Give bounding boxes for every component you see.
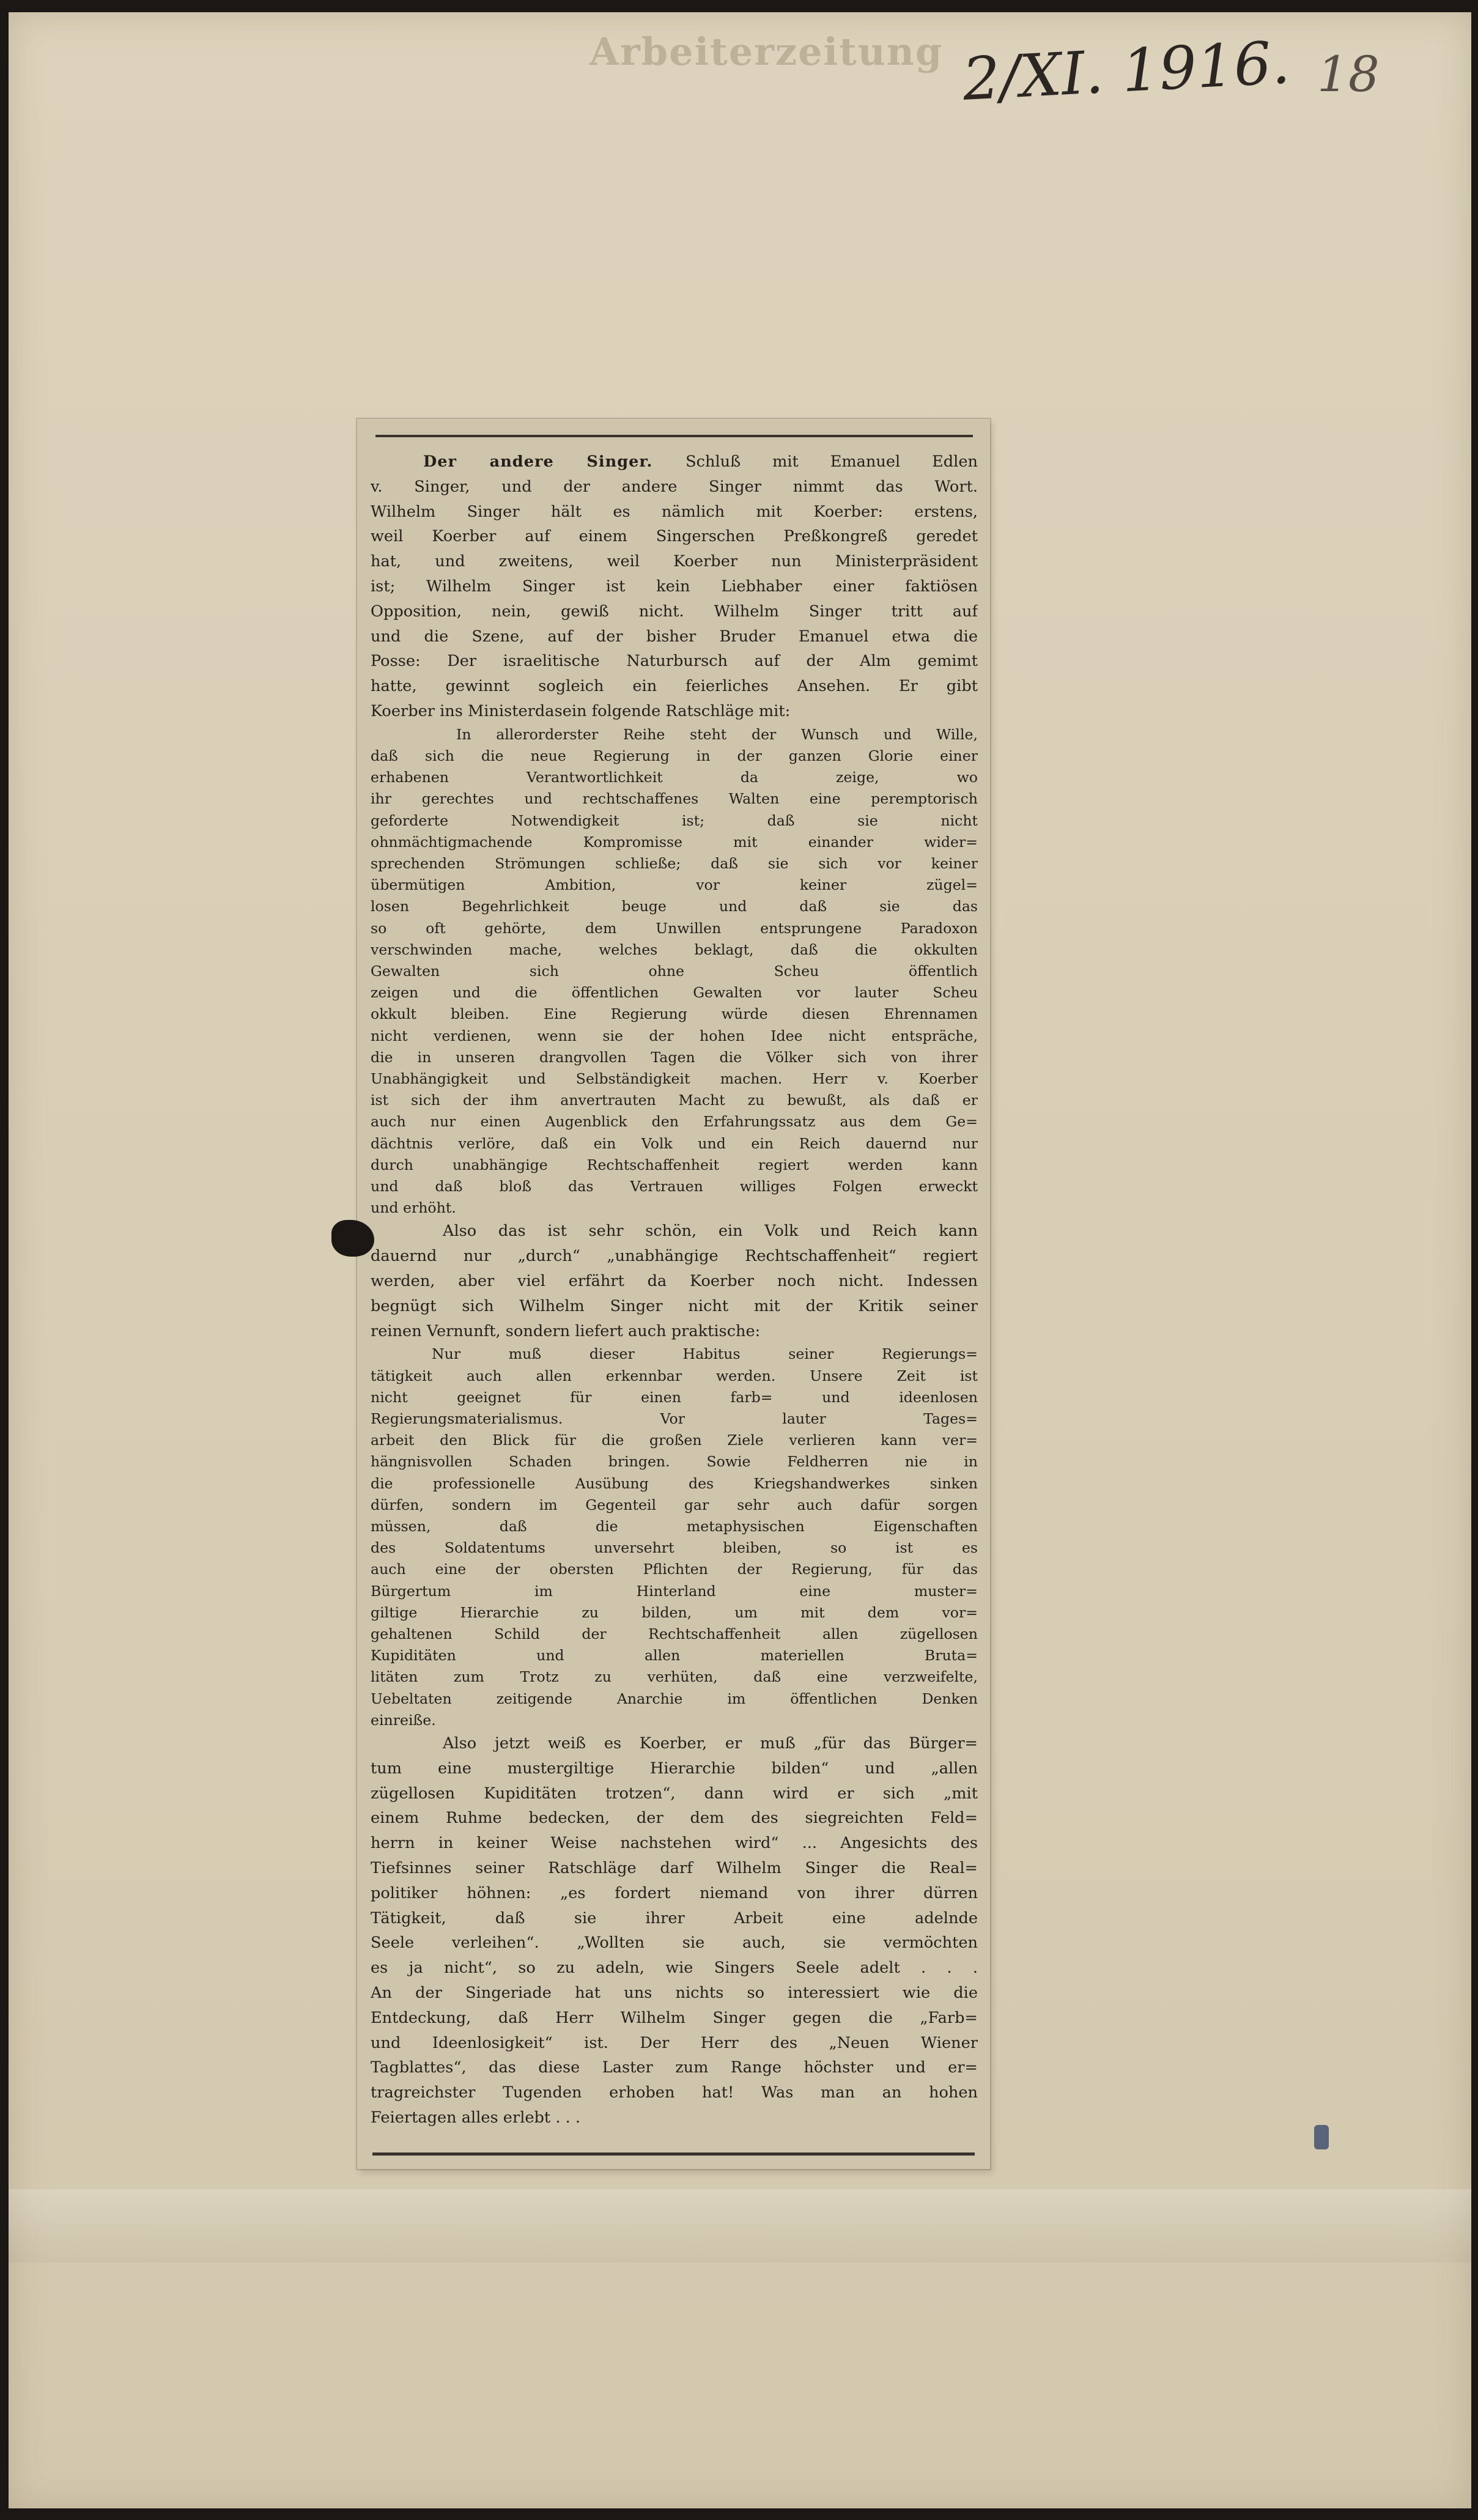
article-line: Also das ist sehr schön, ein Volk und Reich kann — [443, 1222, 978, 1241]
article-line: zügellosen Kupiditäten trotzen“, dann wird er sich „mit — [371, 1784, 978, 1803]
article-line — [371, 449, 978, 475]
article-line: Posse: Der israelitische Naturbursch auf der Alm gemimt — [371, 652, 978, 671]
article-line: v. Singer, und der andere Singer nimmt das Wort. — [371, 477, 978, 496]
paper-fold — [9, 2189, 1471, 2263]
article-line: herrn in keiner Weise nachstehen wird“ ... Angesichts des — [371, 1834, 978, 1853]
article-line: so oft gehörte, dem Unwillen entsprungene Paradoxon — [371, 919, 978, 937]
article-line: Tiefsinnes seiner Ratschläge darf Wilhelm Singer die Real= — [371, 1859, 978, 1878]
article-line: hängnisvollen Schaden bringen. Sowie Feldherren nie in — [371, 1453, 978, 1471]
article-line: giltige Hierarchie zu bilden, um mit dem vor= — [371, 1603, 978, 1621]
article-line: dächtnis verlöre, daß ein Volk und ein Reich dauernd nur — [371, 1134, 978, 1152]
article-line: losen Begehrlichkeit beuge und daß sie das — [371, 898, 978, 915]
article-line: Uebeltaten zeitigende Anarchie im öffentlichen Denken — [371, 1690, 978, 1707]
article-line: nicht verdienen, wenn sie der hohen Idee nicht entspräche, — [371, 1027, 978, 1044]
handwritten-date: 2/XI. 1916. — [961, 28, 1292, 114]
article-line: und erhöht. — [371, 1199, 456, 1217]
article-line: hatte, gewinnt sogleich ein feierliches Ansehen. Er gibt — [371, 677, 978, 696]
article-line: In allerorderster Reihe steht der Wunsch und Wille, — [456, 725, 978, 743]
article-line: und die Szene, auf der bisher Bruder Emanuel etwa die — [371, 627, 978, 646]
article-line: Opposition, nein, gewiß nicht. Wilhelm Singer tritt auf — [371, 602, 978, 621]
article-line: daß sich die neue Regierung in der ganzen Glorie einer — [371, 747, 978, 764]
article-line: ist sich der ihm anvertrauten Macht zu bewußt, als daß er — [371, 1092, 978, 1109]
article-line: zeigen und die öffentlichen Gewalten vor lauter Scheu — [371, 984, 978, 1002]
article-line: politiker höhnen: „es fordert niemand von ihrer dürren — [371, 1883, 978, 1902]
article-line: auch eine der obersten Pflichten der Regierung, für das — [371, 1561, 978, 1578]
article-line: ohnmächtigmachende Kompromisse mit einander wider= — [371, 833, 978, 851]
article-line: Bürgertum im Hinterland eine muster= — [371, 1582, 978, 1600]
article-line: die in unseren drangvollen Tagen die Völker sich von ihrer — [371, 1048, 978, 1066]
article-body — [371, 449, 978, 2130]
article-line: reinen Vernunft, sondern liefert auch praktische: — [371, 1321, 761, 1340]
article-line: einreiße. — [371, 1711, 436, 1729]
article-line: müssen, daß die metaphysischen Eigenschaften — [371, 1518, 978, 1535]
ink-blot — [331, 1220, 374, 1257]
article-line: Gewalten sich ohne Scheu öffentlich — [371, 963, 978, 980]
article-line: Koerber ins Ministerdasein folgende Ratschläge mit: — [371, 701, 791, 720]
article-line: durch unabhängige Rechtschaffenheit regiert werden kann — [371, 1156, 978, 1173]
article-line: begnügt sich Wilhelm Singer nicht mit der Kritik seiner — [371, 1296, 978, 1315]
top-rule — [375, 435, 973, 437]
article-line: ihr gerechtes und rechtschaffenes Walten eine peremptorisch — [371, 790, 978, 808]
article-line: Feiertagen alles erlebt . . . — [371, 2108, 581, 2127]
article-line: Entdeckung, daß Herr Wilhelm Singer gegen die „Farb= — [371, 2008, 978, 2027]
article-line: ist; Wilhelm Singer ist kein Liebhaber einer faktiösen — [371, 577, 978, 596]
article-line: Wilhelm Singer hält es nämlich mit Koerber: erstens, — [371, 502, 978, 521]
article-line: Unabhängigkeit und Selbständigkeit machen. Herr v. Koerber — [371, 1070, 978, 1088]
article-line: tum eine mustergiltige Hierarchie bilden“ und „allen — [371, 1759, 978, 1778]
article-line: arbeit den Blick für die großen Ziele verlieren kann ver= — [371, 1432, 978, 1449]
article-line: Seele verleihen“. „Wollten sie auch, sie vermöchten — [371, 1934, 978, 1953]
article-line-text: Schluß mit Emanuel Edlen — [685, 453, 978, 471]
article-line: tragreichster Tugenden erhoben hat! Was man an hohen — [371, 2083, 978, 2102]
bottom-rule — [372, 2152, 975, 2156]
article-line: dürfen, sondern im Gegenteil gar sehr auch dafür sorgen — [371, 1496, 978, 1513]
article-line: und Ideenlosigkeit“ ist. Der Herr des „Neuen Wiener — [371, 2033, 978, 2052]
article-line: Tagblattes“, das diese Laster zum Range höchster und er= — [371, 2058, 978, 2077]
article-line: es ja nicht“, so zu adeln, wie Singers Seele adelt . . . — [371, 1959, 978, 1978]
article-line: litäten zum Trotz zu verhüten, daß eine verzweifelte, — [371, 1668, 978, 1686]
article-line: die professionelle Ausübung des Kriegshandwerkes sinken — [371, 1474, 978, 1492]
article-line: Nur muß dieser Habitus seiner Regierungs= — [432, 1345, 978, 1363]
article-line: Kupiditäten und allen materiellen Bruta= — [371, 1647, 978, 1665]
article-line: gehaltenen Schild der Rechtschaffenheit allen zügellosen — [371, 1625, 978, 1643]
article-line: weil Koerber auf einem Singerschen Preßkongreß geredet — [371, 527, 978, 546]
article-line: auch nur einen Augenblick den Erfahrungssatz aus dem Ge= — [371, 1113, 978, 1131]
article-line: sprechenden Strömungen schließe; daß sie sich vor keiner — [371, 854, 978, 872]
article-line: Tätigkeit, daß sie ihrer Arbeit eine adelnde — [371, 1908, 978, 1927]
newspaper-stamp: Arbeiterzeitung — [589, 29, 944, 74]
article-line: An der Singeriade hat uns nichts so interessiert wie die — [371, 1984, 978, 2003]
newspaper-clipping — [357, 419, 990, 2169]
article-line: verschwinden mache, welches beklagt, daß die okkulten — [371, 940, 978, 958]
article-line: erhabenen Verantwortlichkeit da zeige, wo — [371, 769, 978, 786]
headline: Der andere Singer. — [423, 453, 686, 471]
article-line: nicht geeignet für einen farb= und ideenlosen — [371, 1388, 978, 1406]
article-line: tätigkeit auch allen erkennbar werden. Unsere Zeit ist — [371, 1367, 978, 1384]
article-line: und daß bloß das Vertrauen williges Folgen erweckt — [371, 1178, 978, 1195]
article-line: hat, und zweitens, weil Koerber nun Ministerpräsident — [371, 552, 978, 571]
article-line: Regierungsmaterialismus. Vor lauter Tages= — [371, 1410, 978, 1428]
article-line: Also jetzt weiß es Koerber, er muß „für das Bürger= — [443, 1734, 978, 1753]
blue-pencil-mark — [1314, 2125, 1329, 2149]
article-line: des Soldatentums unversehrt bleiben, so ist es — [371, 1539, 978, 1557]
article-line: dauernd nur „durch“ „unabhängige Rechtschaffenheit“ regiert — [371, 1247, 978, 1266]
article-line: einem Ruhme bedecken, der dem des siegreichten Feld= — [371, 1809, 978, 1828]
archive-sheet — [9, 12, 1471, 2508]
article-line: werden, aber viel erfährt da Koerber noch nicht. Indessen — [371, 1272, 978, 1291]
article-line: okkult bleiben. Eine Regierung würde diesen Ehrennamen — [371, 1005, 978, 1023]
article-line: geforderte Notwendigkeit ist; daß sie nicht — [371, 811, 978, 829]
folio-number: 18 — [1317, 46, 1380, 103]
article-line: übermütigen Ambition, vor keiner zügel= — [371, 876, 978, 894]
